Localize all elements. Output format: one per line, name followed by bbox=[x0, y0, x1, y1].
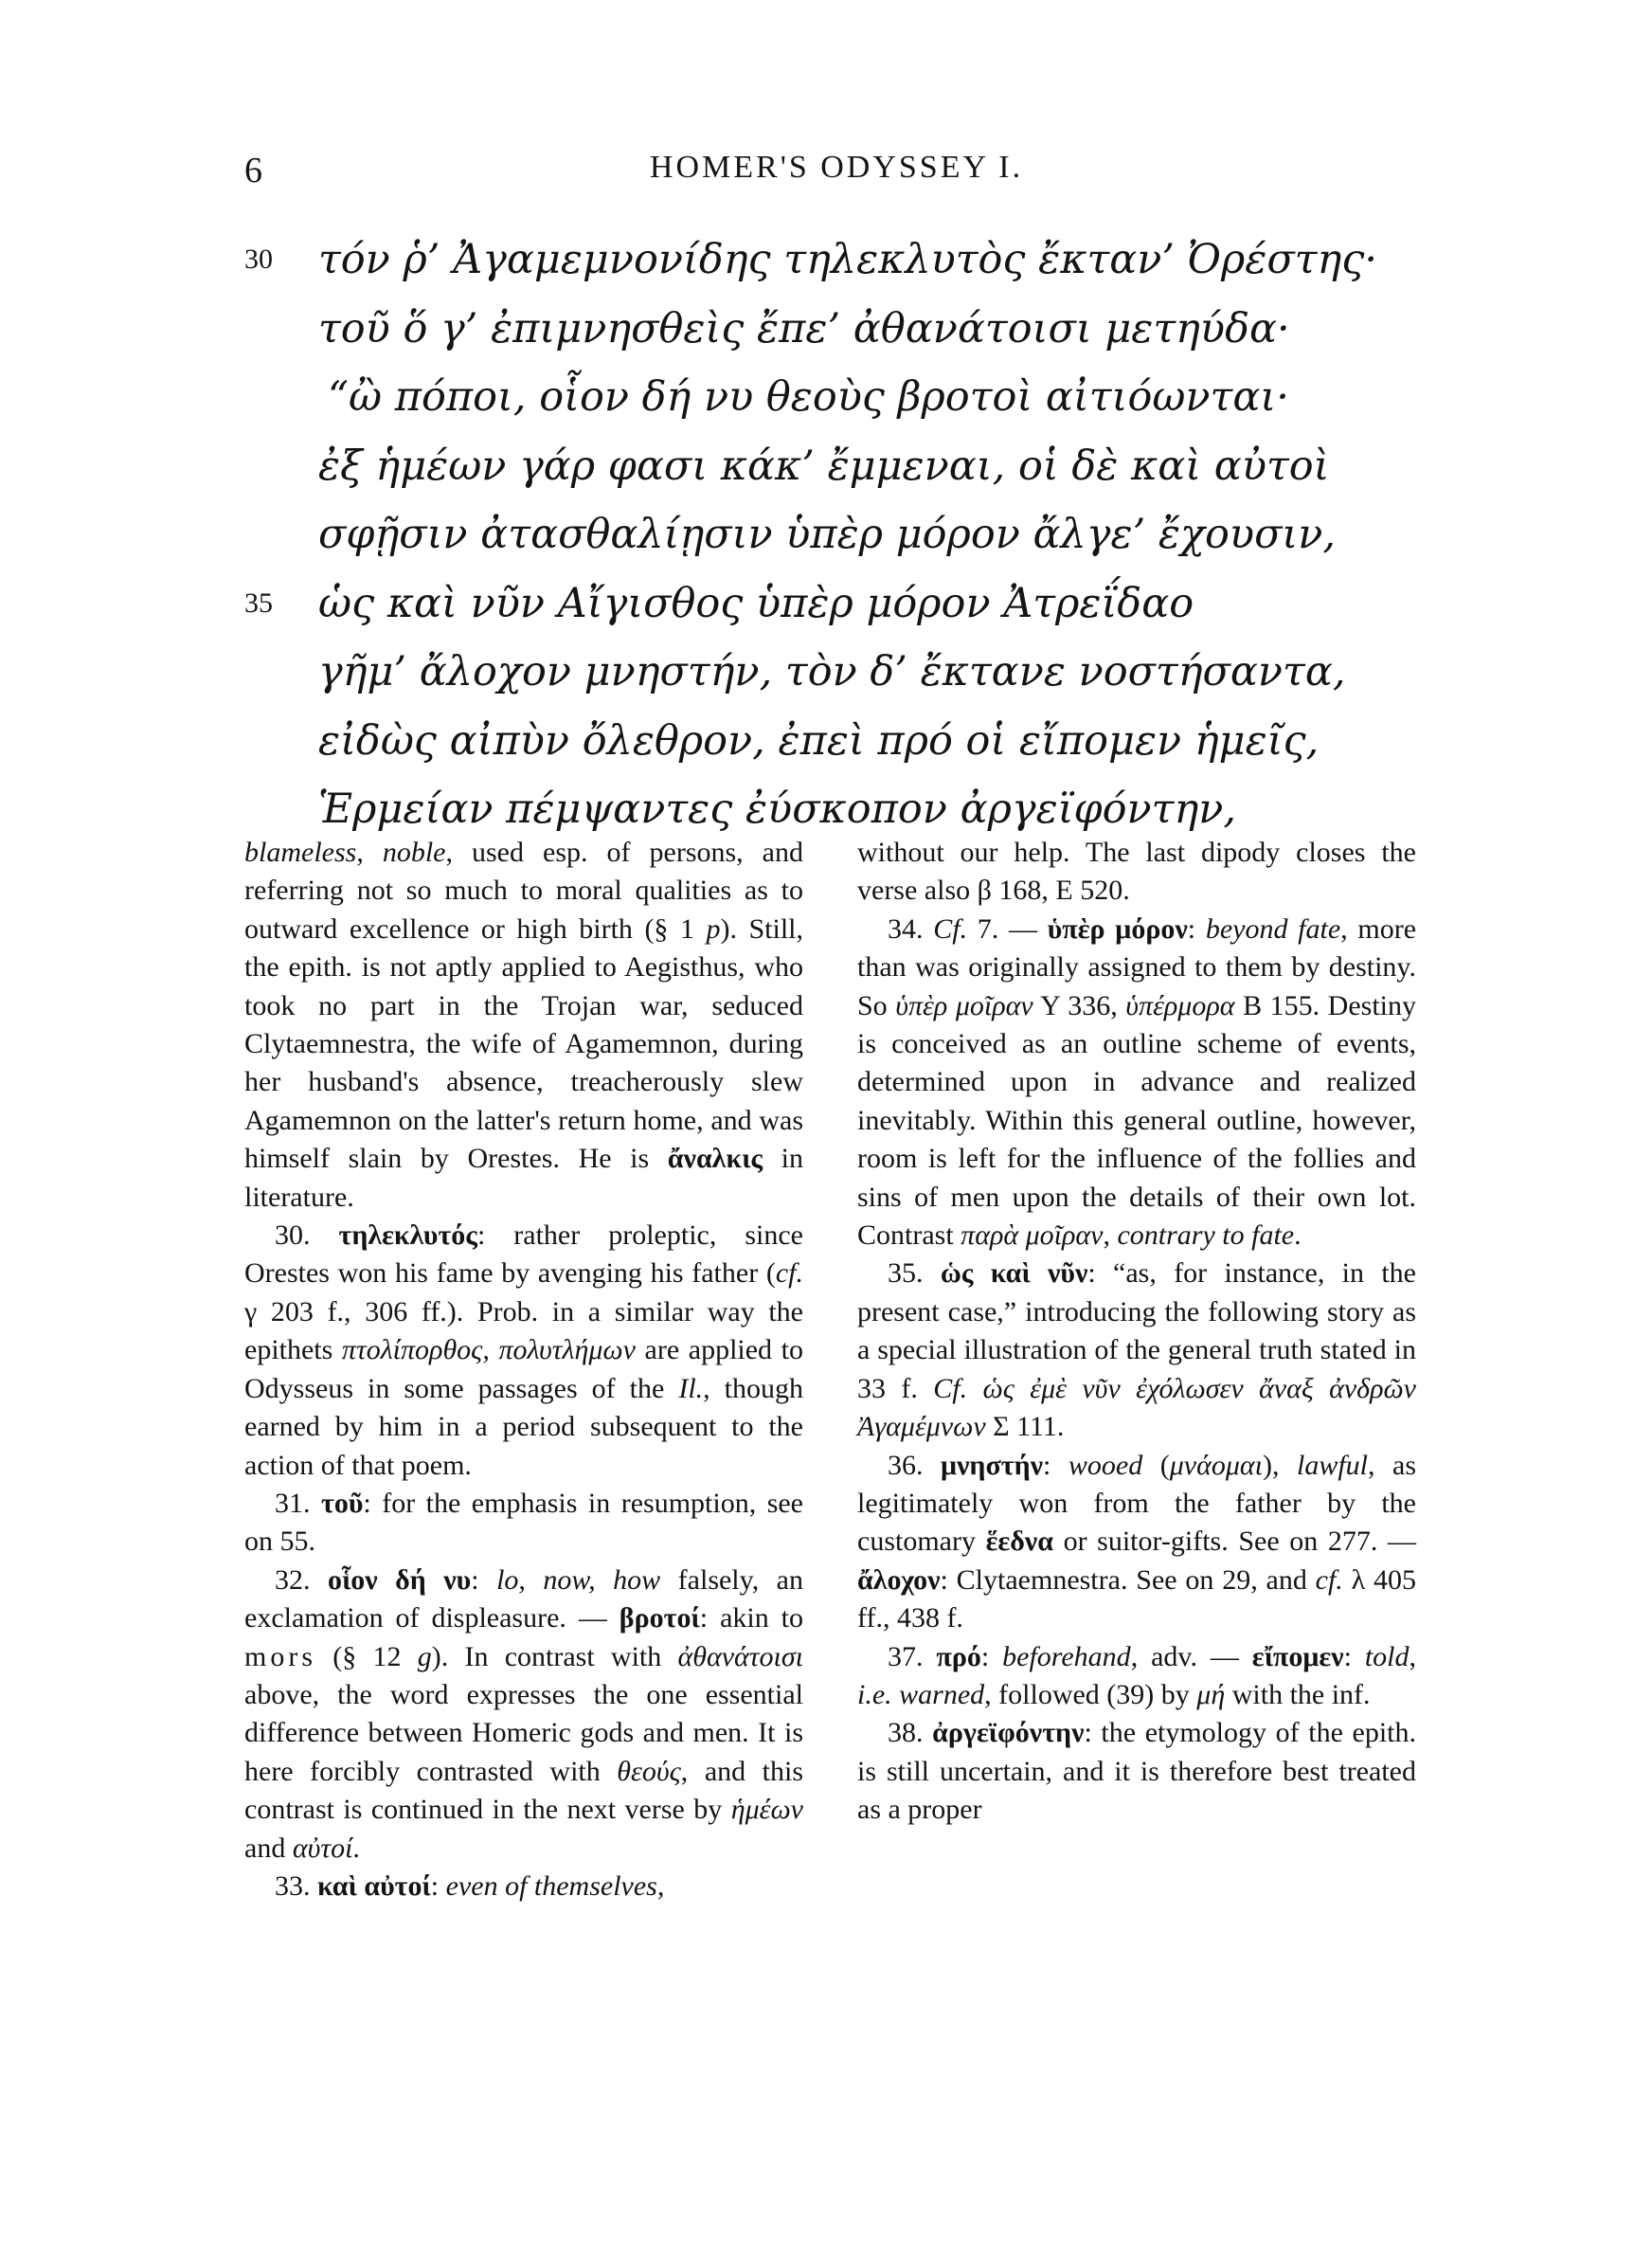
note-text: ). In contrast with bbox=[431, 1640, 678, 1672]
note-text: . bbox=[352, 1832, 360, 1864]
verse-line bbox=[244, 500, 1438, 569]
note-34 bbox=[857, 911, 1416, 1255]
note-text: even of themselves, bbox=[445, 1869, 665, 1902]
verse-text: σφῇσιν ἀτασθαλίῃσιν ὑπὲρ μόρον ἄλγε’ ἔχουσιν, bbox=[318, 511, 1337, 558]
note-32 bbox=[244, 1562, 803, 1868]
note-text: μή bbox=[1196, 1678, 1226, 1710]
note-30 bbox=[244, 1217, 803, 1485]
note-text: Σ 111. bbox=[985, 1411, 1065, 1443]
note-lemma: τηλεκλυτός bbox=[338, 1219, 477, 1252]
note-text: blameless bbox=[244, 837, 357, 868]
note-lemma: καὶ αὐτοί bbox=[317, 1869, 431, 1902]
note-verse-number: 38. bbox=[888, 1717, 924, 1749]
page-number: 6 bbox=[244, 151, 262, 190]
note-text: γ 203 f., 306 ff.). Prob. in a similar way the epithets bbox=[244, 1295, 803, 1366]
note-text: g bbox=[417, 1640, 432, 1672]
note-text: : bbox=[430, 1869, 446, 1902]
note-text: : bbox=[1187, 912, 1206, 945]
verse-text: τοῦ ὅ γ’ ἐπιμνησθεὶς ἔπε’ ἀθανάτοισι μετηύδα· bbox=[318, 304, 1290, 352]
verse-line bbox=[244, 432, 1438, 501]
note-33 bbox=[244, 1868, 803, 1905]
verse-text: Ἑρμείαν πέμψαντες ἐύσκοπον ἀργεϊφόντην, bbox=[318, 785, 1237, 833]
note-text: p bbox=[706, 912, 721, 945]
note-text: Β 155. Destiny is conceived as an outline scheme of events, determined upon in advance and realized inevitably. Within this general outline, however, room is left for the influence of the follies and sins of men upon the details of their own lot. Contrast bbox=[857, 989, 1417, 1252]
note-text: , bbox=[1103, 1219, 1118, 1252]
note-lemma: ὡς καὶ νῦν bbox=[940, 1257, 1088, 1290]
note-text: mors bbox=[244, 1640, 316, 1672]
note-text: , bbox=[1409, 1640, 1416, 1672]
note-37 bbox=[857, 1638, 1416, 1715]
note-text: are applied to Odysseus in some passages of the bbox=[244, 1334, 803, 1404]
note-text: παρὰ μοῖραν bbox=[961, 1219, 1104, 1252]
note-text: . bbox=[1294, 1219, 1302, 1252]
note-text: : bbox=[1043, 1449, 1068, 1481]
note-greek-term: ἕεδνα bbox=[985, 1526, 1053, 1558]
note-lemma: οἷον δή νυ bbox=[327, 1563, 472, 1596]
note-text: ( bbox=[1142, 1449, 1170, 1481]
commentary-right-column bbox=[857, 834, 1416, 1830]
note-text: : the etymology of the epith. is still uncertain, and it is therefore best treated as a proper bbox=[857, 1717, 1416, 1826]
note-text: ὑπὲρ μοῖραν bbox=[895, 989, 1033, 1021]
note-text: , more than was originally assigned to them by destiny. So bbox=[857, 912, 1417, 1021]
note-text: beyond fate bbox=[1205, 912, 1341, 945]
note-text: μνάομαι bbox=[1169, 1449, 1263, 1481]
note-text: (§ 12 bbox=[316, 1640, 418, 1672]
note-text: , followed (39) by bbox=[984, 1678, 1197, 1710]
note-text: ἀθανάτοισι bbox=[677, 1640, 803, 1672]
note-text: contrary to fate bbox=[1117, 1219, 1295, 1252]
note-text: ὡς ἐμὲ νῦν ἐχόλωσεν ἄναξ ἀνδρῶν Ἀγαμέμνων bbox=[857, 1372, 1416, 1443]
note-38 bbox=[857, 1714, 1416, 1829]
note-verse-number: 34. bbox=[888, 912, 924, 945]
note-text: : rather proleptic, since Orestes won his fame by avenging his father ( bbox=[244, 1219, 803, 1290]
note-lemma: ἄλοχον bbox=[857, 1563, 941, 1596]
note-text: told bbox=[1364, 1640, 1410, 1672]
note-text: and bbox=[244, 1832, 293, 1864]
running-head: HOMER'S ODYSSEY I. bbox=[649, 150, 1024, 185]
note-text: cf. bbox=[775, 1257, 803, 1290]
verse-block bbox=[244, 226, 1438, 844]
note-verse-number: 36. bbox=[888, 1449, 924, 1481]
note-35 bbox=[857, 1255, 1416, 1446]
note-text: or suitor-gifts. See on 277. — bbox=[1052, 1526, 1417, 1558]
note-text: beforehand bbox=[1002, 1640, 1131, 1672]
note-continuation bbox=[857, 834, 1416, 911]
verse-text: “ὢ πόποι, οἷον δή νυ θεοὺς βροτοὶ αἰτιόωνται· bbox=[328, 373, 1289, 421]
note-text: without our help. The last dipody closes the verse also β 168, Ε 520. bbox=[857, 837, 1416, 907]
note-text: αὐτοί bbox=[292, 1832, 353, 1864]
note-text: : Clytaemnestra. See on 29, and bbox=[940, 1563, 1316, 1596]
note-verse-number: 35. bbox=[888, 1257, 924, 1290]
note-text: cf. bbox=[1315, 1563, 1343, 1596]
note-verse-number: 30. bbox=[275, 1219, 311, 1252]
note-text: , and this contrast is continued in the next verse by bbox=[244, 1755, 803, 1826]
note-lemma: πρό bbox=[936, 1640, 981, 1672]
note-text: ὑπέρμορα bbox=[1125, 989, 1235, 1021]
note-verse-number: 32. bbox=[275, 1563, 311, 1596]
note-text: noble bbox=[382, 837, 446, 868]
note-text: ἡμέων bbox=[730, 1794, 803, 1826]
note-text: , though earned by him in a period subsequent to the action of that poem. bbox=[244, 1372, 803, 1481]
note-text: : bbox=[1343, 1640, 1365, 1672]
note-text: i.e. warned bbox=[857, 1678, 985, 1710]
note-text bbox=[967, 1373, 982, 1404]
verse-number: 35 bbox=[244, 587, 273, 619]
note-text: 7. — bbox=[967, 912, 1048, 945]
commentary-left-column bbox=[244, 834, 803, 1905]
verse-number: 30 bbox=[244, 244, 273, 275]
note-text: Il. bbox=[678, 1372, 704, 1404]
verse-line bbox=[244, 226, 1438, 295]
note-text: , bbox=[356, 837, 383, 868]
verse-text: εἰδὼς αἰπὺν ὄλεθρον, ἐπεὶ πρό οἱ εἴπομεν ἡμεῖς, bbox=[318, 716, 1320, 765]
note-text: lo, now, how bbox=[496, 1563, 661, 1596]
page-header bbox=[244, 150, 1428, 197]
verse-line bbox=[244, 295, 1438, 364]
note-text: ). Still, the epith. is not aptly applied to Aegisthus, who took no part in the Trojan war, seduced Clytaemnestra, the wife of Agamemnon, during her husband's absence, treacherously slew Agamemnon on the latter's return home, and was himself slain by Orestes. He is bbox=[244, 912, 804, 1175]
note-31 bbox=[244, 1485, 803, 1562]
note-text: with the inf. bbox=[1225, 1678, 1371, 1710]
note-text: πτολίπορθος, πολυτλήμων bbox=[341, 1334, 636, 1366]
note-verse-number: 37. bbox=[888, 1640, 924, 1672]
note-continuation bbox=[244, 834, 803, 1217]
verse-text: ὡς καὶ νῦν Αἴγισθος ὑπὲρ μόρον Ἀτρεΐδαο bbox=[318, 579, 1194, 627]
note-text: Cf. bbox=[933, 1372, 968, 1404]
verse-text: τόν ῥ’ Ἀγαμεμνονίδης τηλεκλυτὸς ἔκταν’ Ὀρέστης· bbox=[318, 236, 1378, 283]
note-text: θεούς bbox=[617, 1755, 681, 1787]
note-text: : bbox=[980, 1640, 1003, 1672]
verse-line bbox=[244, 638, 1438, 707]
note-lemma: μνηστήν bbox=[941, 1449, 1044, 1481]
verse-line bbox=[244, 363, 1438, 432]
verse-line bbox=[244, 569, 1438, 639]
note-text: lawful bbox=[1296, 1449, 1368, 1481]
note-text: falsely, an exclamation of displeasure. — bbox=[244, 1563, 803, 1634]
note-text: : “as, for instance, in the present case,” introducing the following story as a special illustration of the general truth stated in 33 f. bbox=[857, 1257, 1416, 1404]
note-verse-number: 33. bbox=[275, 1869, 311, 1902]
note-greek-term: ἄναλκις bbox=[667, 1143, 763, 1175]
note-36 bbox=[857, 1447, 1416, 1638]
verse-text: ἐξ ἡμέων γάρ φασι κάκ’ ἔμμεναι, οἱ δὲ καὶ αὐτοὶ bbox=[318, 442, 1330, 490]
note-text: : akin to bbox=[699, 1602, 803, 1634]
note-text: λ 405 ff., 438 f. bbox=[857, 1563, 1416, 1634]
note-verse-number: 31. bbox=[275, 1487, 311, 1519]
note-text: ), bbox=[1262, 1449, 1297, 1481]
note-lemma: τοῦ bbox=[320, 1487, 364, 1519]
note-lemma: ὑπὲρ μόρον bbox=[1047, 912, 1188, 945]
note-lemma: εἴπομεν bbox=[1251, 1640, 1344, 1672]
note-text: , as legitimately won from the father by the customary bbox=[857, 1449, 1416, 1558]
note-lemma: ἀργεϊφόντην bbox=[932, 1717, 1085, 1749]
verse-line bbox=[244, 707, 1438, 776]
note-lemma: βροτοί bbox=[619, 1602, 700, 1634]
verse-text: γῆμ’ ἄλοχον μνηστήν, τὸν δ’ ἔκτανε νοστήσαντα, bbox=[318, 648, 1346, 695]
note-text: in literature. bbox=[244, 1143, 803, 1213]
note-text: Υ 336, bbox=[1032, 989, 1126, 1021]
note-text: : bbox=[471, 1563, 497, 1596]
note-text: Cf. bbox=[933, 912, 968, 945]
note-text: wooed bbox=[1068, 1449, 1143, 1481]
note-text: , adv. — bbox=[1130, 1640, 1252, 1672]
note-text: , used esp. of persons, and referring not so much to moral qualities as to outward excellence or high birth (§ 1 bbox=[244, 837, 803, 945]
note-text: above, the word expresses the one essential difference between Homeric gods and men. It is here forcibly contrasted with bbox=[244, 1678, 803, 1787]
note-text: : for the emphasis in resumption, see on 55. bbox=[244, 1487, 803, 1558]
